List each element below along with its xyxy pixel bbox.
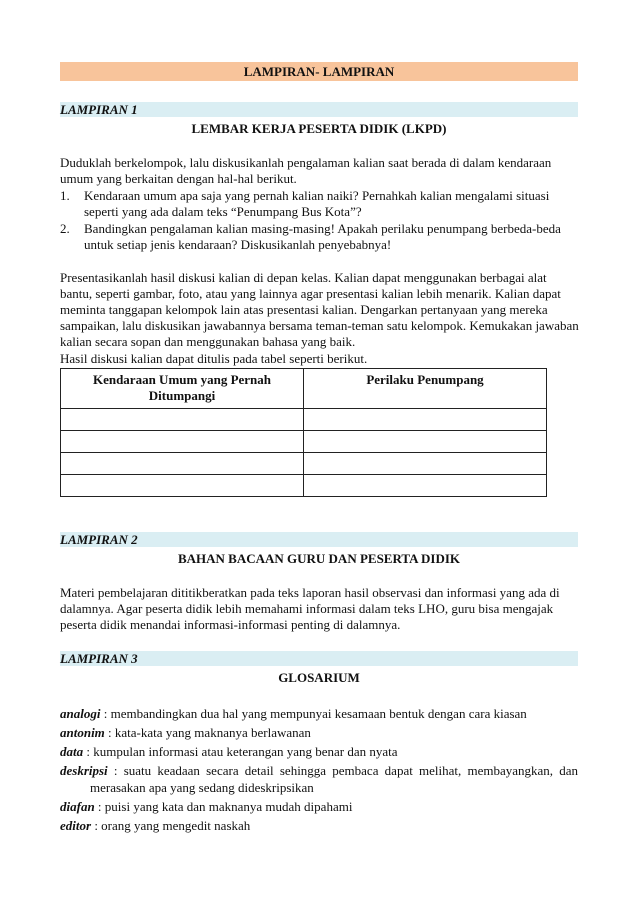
table-intro-text: Hasil diskusi kalian dapat ditulis pada tabel seperti berikut.: [60, 351, 368, 366]
glossary-term: diafan: [60, 799, 95, 814]
glossary-term: editor: [60, 818, 92, 833]
table-cell[interactable]: [61, 453, 304, 475]
lkpd-table: [60, 368, 547, 497]
table-intro: [60, 351, 580, 367]
lampiran-2-text: [60, 585, 580, 633]
list-item-text: Kendaraan umum apa saja yang pernah kalian naiki? Pernahkah kalian mengalami situasi seperti yang ada dalam teks “Penumpang Bus Kota”?: [84, 188, 550, 219]
lampiran-1-intro: [60, 155, 580, 187]
list-item: [60, 188, 580, 220]
column-header-perilaku: Perilaku Penumpang: [304, 369, 547, 409]
list-item: [60, 221, 580, 253]
table-header-row: [61, 369, 547, 409]
glossary-term: deskripsi: [60, 763, 108, 778]
lampiran-1-paragraph: [60, 270, 580, 350]
list-item-number: 1.: [60, 188, 70, 203]
glossary-definition: : suatu keadaan secara detail sehingga pembaca dapat melihat, membayangkan, dan merasakan apa yang sedang dideskripsikan: [90, 763, 578, 795]
column-header-kendaraan: Kendaraan Umum yang Pernah Ditumpangi: [61, 369, 304, 409]
table-row: [61, 431, 547, 453]
glossary-entry: [60, 817, 578, 834]
glossary-definition: : membandingkan dua hal yang mempunyai kesamaan bentuk dengan cara kiasan: [100, 706, 527, 721]
glossary-entry: [60, 705, 578, 722]
glossary-entry: [60, 724, 578, 741]
glossary-definition: : puisi yang kata dan maknanya mudah dipahami: [94, 799, 353, 814]
table-row: [61, 453, 547, 475]
list-item-number: 2.: [60, 221, 70, 236]
glossary-term: data: [60, 744, 84, 759]
paragraph-text: Presentasikanlah hasil diskusi kalian di depan kelas. Kalian dapat menggunakan berbagai alat bantu, seperti gambar, foto, atau yang lainnya agar presentasi kalian lebih menarik. Kalian dapat meminta tanggapan kelompok lain atas presentasi kalian. Dengarkan pertanyaan yang mereka sampaikan, lalu diskusikan jawabannya bersama teman-teman satu kelompok. Kemukakan jawaban kalian secara sopan dan menggunakan bahasa yang baik.: [60, 270, 579, 349]
glossary-term: analogi: [60, 706, 101, 721]
glossary-entry: [60, 762, 578, 796]
lampiran-2-paragraph: Materi pembelajaran dititikberatkan pada teks laporan hasil observasi dan informasi yang ada di dalamnya. Agar peserta didik lebih memahami informasi dalam teks LHO, guru bisa mengajak peserta didik menandai informasi-informasi penting di dalamnya.: [60, 585, 560, 632]
glossary-entry: [60, 798, 578, 815]
glossary-definition: : kumpulan informasi atau keterangan yang benar dan nyata: [83, 744, 398, 759]
glossary-term: antonim: [60, 725, 105, 740]
table-cell[interactable]: [304, 431, 547, 453]
table-cell[interactable]: [61, 475, 304, 497]
table-cell[interactable]: [304, 453, 547, 475]
lampiran-1-label: LAMPIRAN 1: [60, 102, 578, 117]
table-row: [61, 475, 547, 497]
lampiran-3-label: LAMPIRAN 3: [60, 651, 578, 666]
lampiran-1-title: LEMBAR KERJA PESERTA DIDIK (LKPD): [191, 121, 447, 136]
glossary-entry: [60, 743, 578, 760]
table-row: [61, 409, 547, 431]
glossary-title: GLOSARIUM: [278, 670, 360, 685]
question-list: [60, 188, 580, 254]
table-cell[interactable]: [304, 409, 547, 431]
lampiran-2-label: LAMPIRAN 2: [60, 532, 578, 547]
glossary-list: [60, 705, 578, 836]
table-cell[interactable]: [61, 409, 304, 431]
table-cell[interactable]: [304, 475, 547, 497]
table-cell[interactable]: [61, 431, 304, 453]
glossary-definition: : orang yang mengedit naskah: [91, 818, 251, 833]
intro-text: Duduklah berkelompok, lalu diskusikanlah pengalaman kalian saat berada di dalam kendaraan umum yang berkaitan dengan hal-hal berikut.: [60, 155, 552, 186]
page-title: LAMPIRAN- LAMPIRAN: [60, 62, 578, 81]
list-item-text: Bandingkan pengalaman kalian masing-masing! Apakah perilaku penumpang berbeda-beda untuk setiap jenis kendaraan? Diskusikanlah penyebabnya!: [84, 221, 561, 252]
lampiran-2-title: BAHAN BACAAN GURU DAN PESERTA DIDIK: [177, 551, 461, 566]
glossary-definition: : kata-kata yang maknanya berlawanan: [104, 725, 311, 740]
